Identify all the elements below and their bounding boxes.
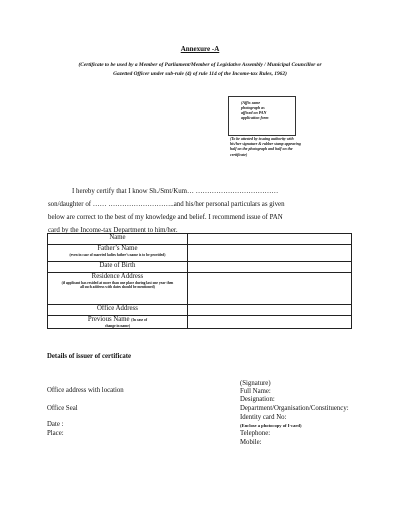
previous-name-note: change in name)	[104, 324, 131, 328]
dob-field[interactable]	[187, 262, 351, 273]
table-row	[48, 234, 352, 245]
previous-name-label: Previous Name (In case of change in name)	[48, 316, 188, 329]
issue-date: Date :	[47, 421, 64, 428]
office-address-field[interactable]	[187, 305, 351, 316]
previous-name-inline-note: (In case of	[131, 318, 148, 322]
residence-address-label: Residence Address (if applicant has resided at more than one place during last one year then all such address with dates should be mentioned)	[48, 273, 188, 305]
full-name-label: Full Name:	[240, 388, 271, 395]
photo-line: (Affix same	[241, 100, 261, 105]
certificate-subtitle	[40, 61, 360, 79]
fathers-name-label: Father’s Name (even in case of married ladies father’s name is to be provided)	[48, 245, 188, 262]
table-row	[48, 273, 352, 305]
department-label: Department/Organisation/Constituency:	[240, 405, 349, 412]
attest-line: half on the photograph and half on the	[230, 147, 293, 152]
table-row	[48, 305, 352, 316]
telephone-label: Telephone:	[240, 430, 271, 437]
para-line-2: son/daughter of …… ………………………..and his/her personal particulars as given	[48, 201, 285, 208]
attestation-note	[230, 137, 342, 158]
signature-label: (Signature)	[240, 380, 271, 387]
fathers-name-note: (even in case of married ladies father’s name is to be provided)	[69, 253, 166, 257]
subtitle-line-2: Gazetted Officer under sub-rule (4) of rule 114 of the Income-tax Rules, 1962)	[113, 71, 287, 77]
attest-line: (To be attested by issuing authority with	[230, 137, 294, 141]
subtitle-line-1: (Certificate to be used by a Member of Parliament/Member of Legislative Assembly / Municipal Councillor or	[78, 62, 322, 68]
para-line-3: below are correct to the best of my knowledge and belief. I recommend issue of PAN	[48, 214, 283, 221]
para-line-1: I hereby certify that I know Sh./Smt/Kum… ………………………………	[72, 188, 279, 195]
mobile-label: Mobile:	[240, 439, 262, 446]
identity-card-label: Identity card No:	[240, 414, 287, 421]
attest-line: his/her signature & rubber stamp appearing	[230, 142, 301, 147]
photo-box	[228, 96, 296, 136]
office-seal: Office Seal	[47, 405, 78, 412]
residence-address-field[interactable]	[187, 273, 351, 305]
name-field[interactable]	[187, 234, 351, 245]
table-row	[48, 245, 352, 262]
photo-line: photograph as	[241, 105, 265, 110]
office-address-with-location: Office address with location	[47, 387, 124, 394]
photo-line: application form	[241, 115, 269, 120]
name-label: Name	[48, 234, 188, 245]
para-line-4: card by the Income-tax Department to him/her.	[48, 227, 178, 234]
previous-name-field[interactable]	[187, 316, 351, 329]
office-address-label: Office Address	[48, 305, 188, 316]
fathers-name-field[interactable]	[187, 245, 351, 262]
issue-place: Place:	[47, 430, 64, 437]
table-row	[48, 316, 352, 329]
photo-instructions	[229, 97, 295, 120]
annexure-title: Annexure -A	[180, 45, 220, 53]
table-row	[48, 262, 352, 273]
dob-label: Date of Birth	[48, 262, 188, 273]
residence-address-note: (if applicant has resided at more than one place during last one year then all such address with dates should be mentioned)	[61, 281, 174, 290]
identity-card-note: (Enclose a photocopy of I-card)	[240, 423, 302, 428]
attest-line: certificate)	[230, 152, 248, 157]
issuer-details-heading: Details of issuer of certificate	[47, 353, 132, 360]
designation-label: Designation:	[240, 396, 275, 403]
photo-line: affixed on PAN	[241, 110, 267, 115]
certification-paragraph	[48, 185, 352, 237]
particulars-table	[47, 233, 352, 329]
